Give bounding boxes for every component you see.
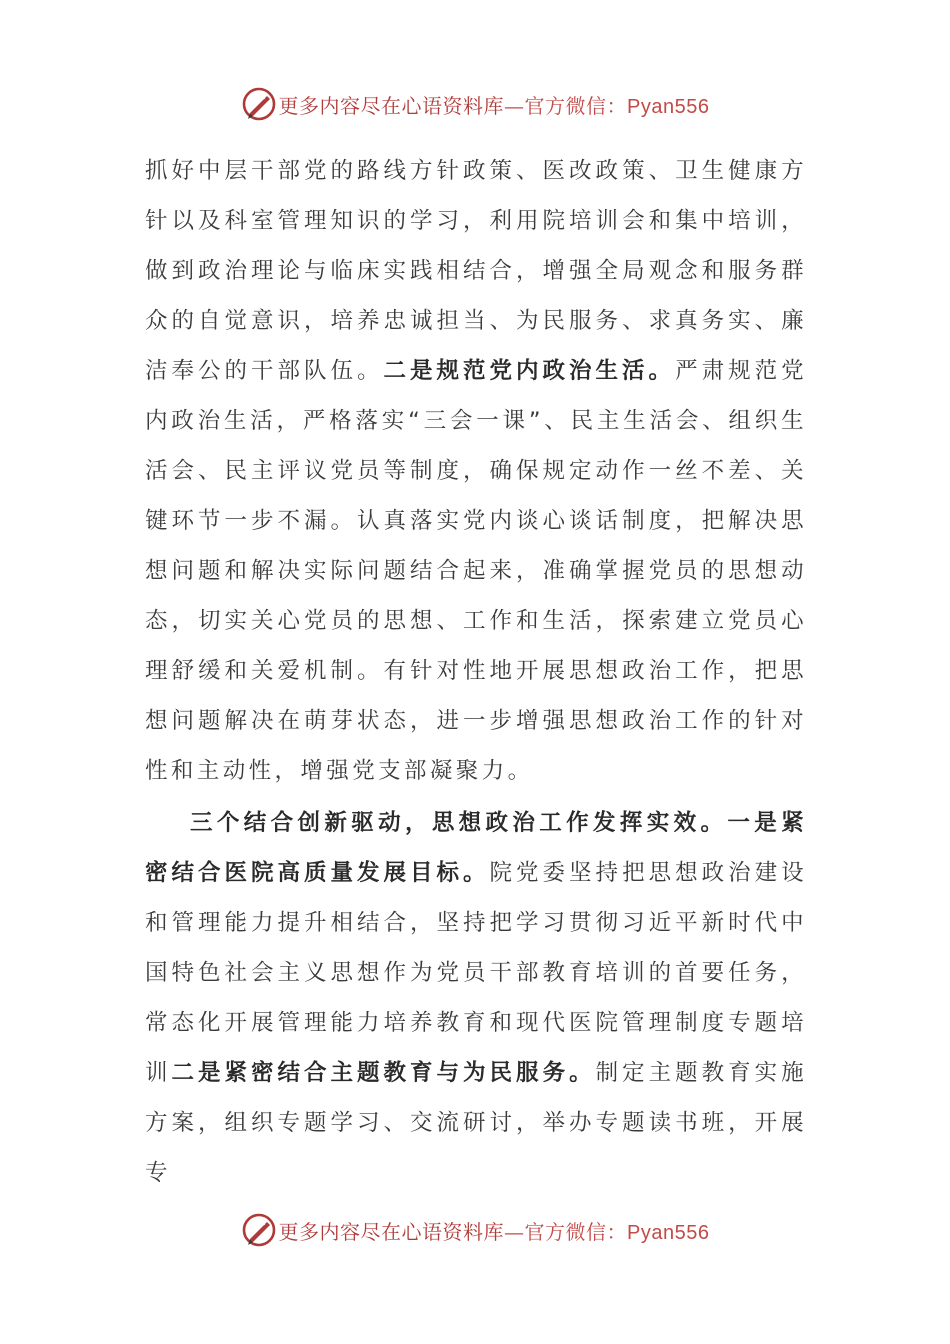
pen-circle-icon xyxy=(241,1212,277,1248)
pen-circle-icon xyxy=(241,86,277,122)
footer-brand: 更多内容尽在心语资料库 xyxy=(278,1219,505,1244)
paragraph-2-run-2: 院党委坚持把思想政治建设和管理能力提升相结合，坚持把学习贯彻习近平新时代中国特色社会主义思想作为党员干部教育培训的首要任务，常态化开展管理能力培养教育和现代医院管理制度专题培训 xyxy=(145,860,807,1086)
footer-wechat-id: Pyan556 xyxy=(627,1221,710,1244)
paragraph-2 xyxy=(145,798,807,1198)
header-banner xyxy=(0,84,950,124)
header-wechat-id: Pyan556 xyxy=(627,95,710,118)
paragraph-2-run-4: 制定主题教育实施方案，组织专题学习、交流研讨，举办专题读书班，开展专 xyxy=(145,1060,808,1186)
paragraph-1-run-1: 抓好中层干部党的路线方针政策、医改政策、卫生健康方针以及科室管理知识的学习，利用院培训会和集中培训，做到政治理论与临床实践相结合，增强全局观念和服务群众的自觉意识，培养忠诚担当、为民服务、求真务实、廉洁奉公的干部队伍。 xyxy=(145,158,807,384)
paragraph-1-heading-2: 二是规范党内政治生活。 xyxy=(383,358,676,384)
header-wechat-label: —官方微信： xyxy=(504,93,628,118)
footer-banner xyxy=(0,1210,950,1250)
paragraph-2-heading-3: 二是紧密结合主题教育与为民服务。 xyxy=(171,1060,596,1086)
document-body xyxy=(145,146,807,1198)
paragraph-1 xyxy=(145,146,807,796)
header-brand: 更多内容尽在心语资料库 xyxy=(278,93,505,118)
paragraph-2-heading-1: 三个结合创新驱动，思想政治工作发挥实效。一是紧密结合医院高质量发展目标。 xyxy=(145,810,807,886)
header-text xyxy=(279,90,710,119)
footer-wechat-label: —官方微信： xyxy=(504,1219,628,1244)
footer-text xyxy=(279,1216,710,1245)
paragraph-1-run-3: 严肃规范党内政治生活，严格落实“三会一课”、民主生活会、组织生活会、民主评议党员等制度，确保规定动作一丝不差、关键环节一步不漏。认真落实党内谈心谈话制度，把解决思想问题和解决实际问题结合起来，准确掌握党员的思想动态，切实关心党员的思想、工作和生活，探索建立党员心理舒缓和关爱机制。有针对性地开展思想政治工作，把思想问题解决在萌芽状态，进一步增强思想政治工作的针对性和主动性，增强党支部凝聚力。 xyxy=(145,358,807,784)
